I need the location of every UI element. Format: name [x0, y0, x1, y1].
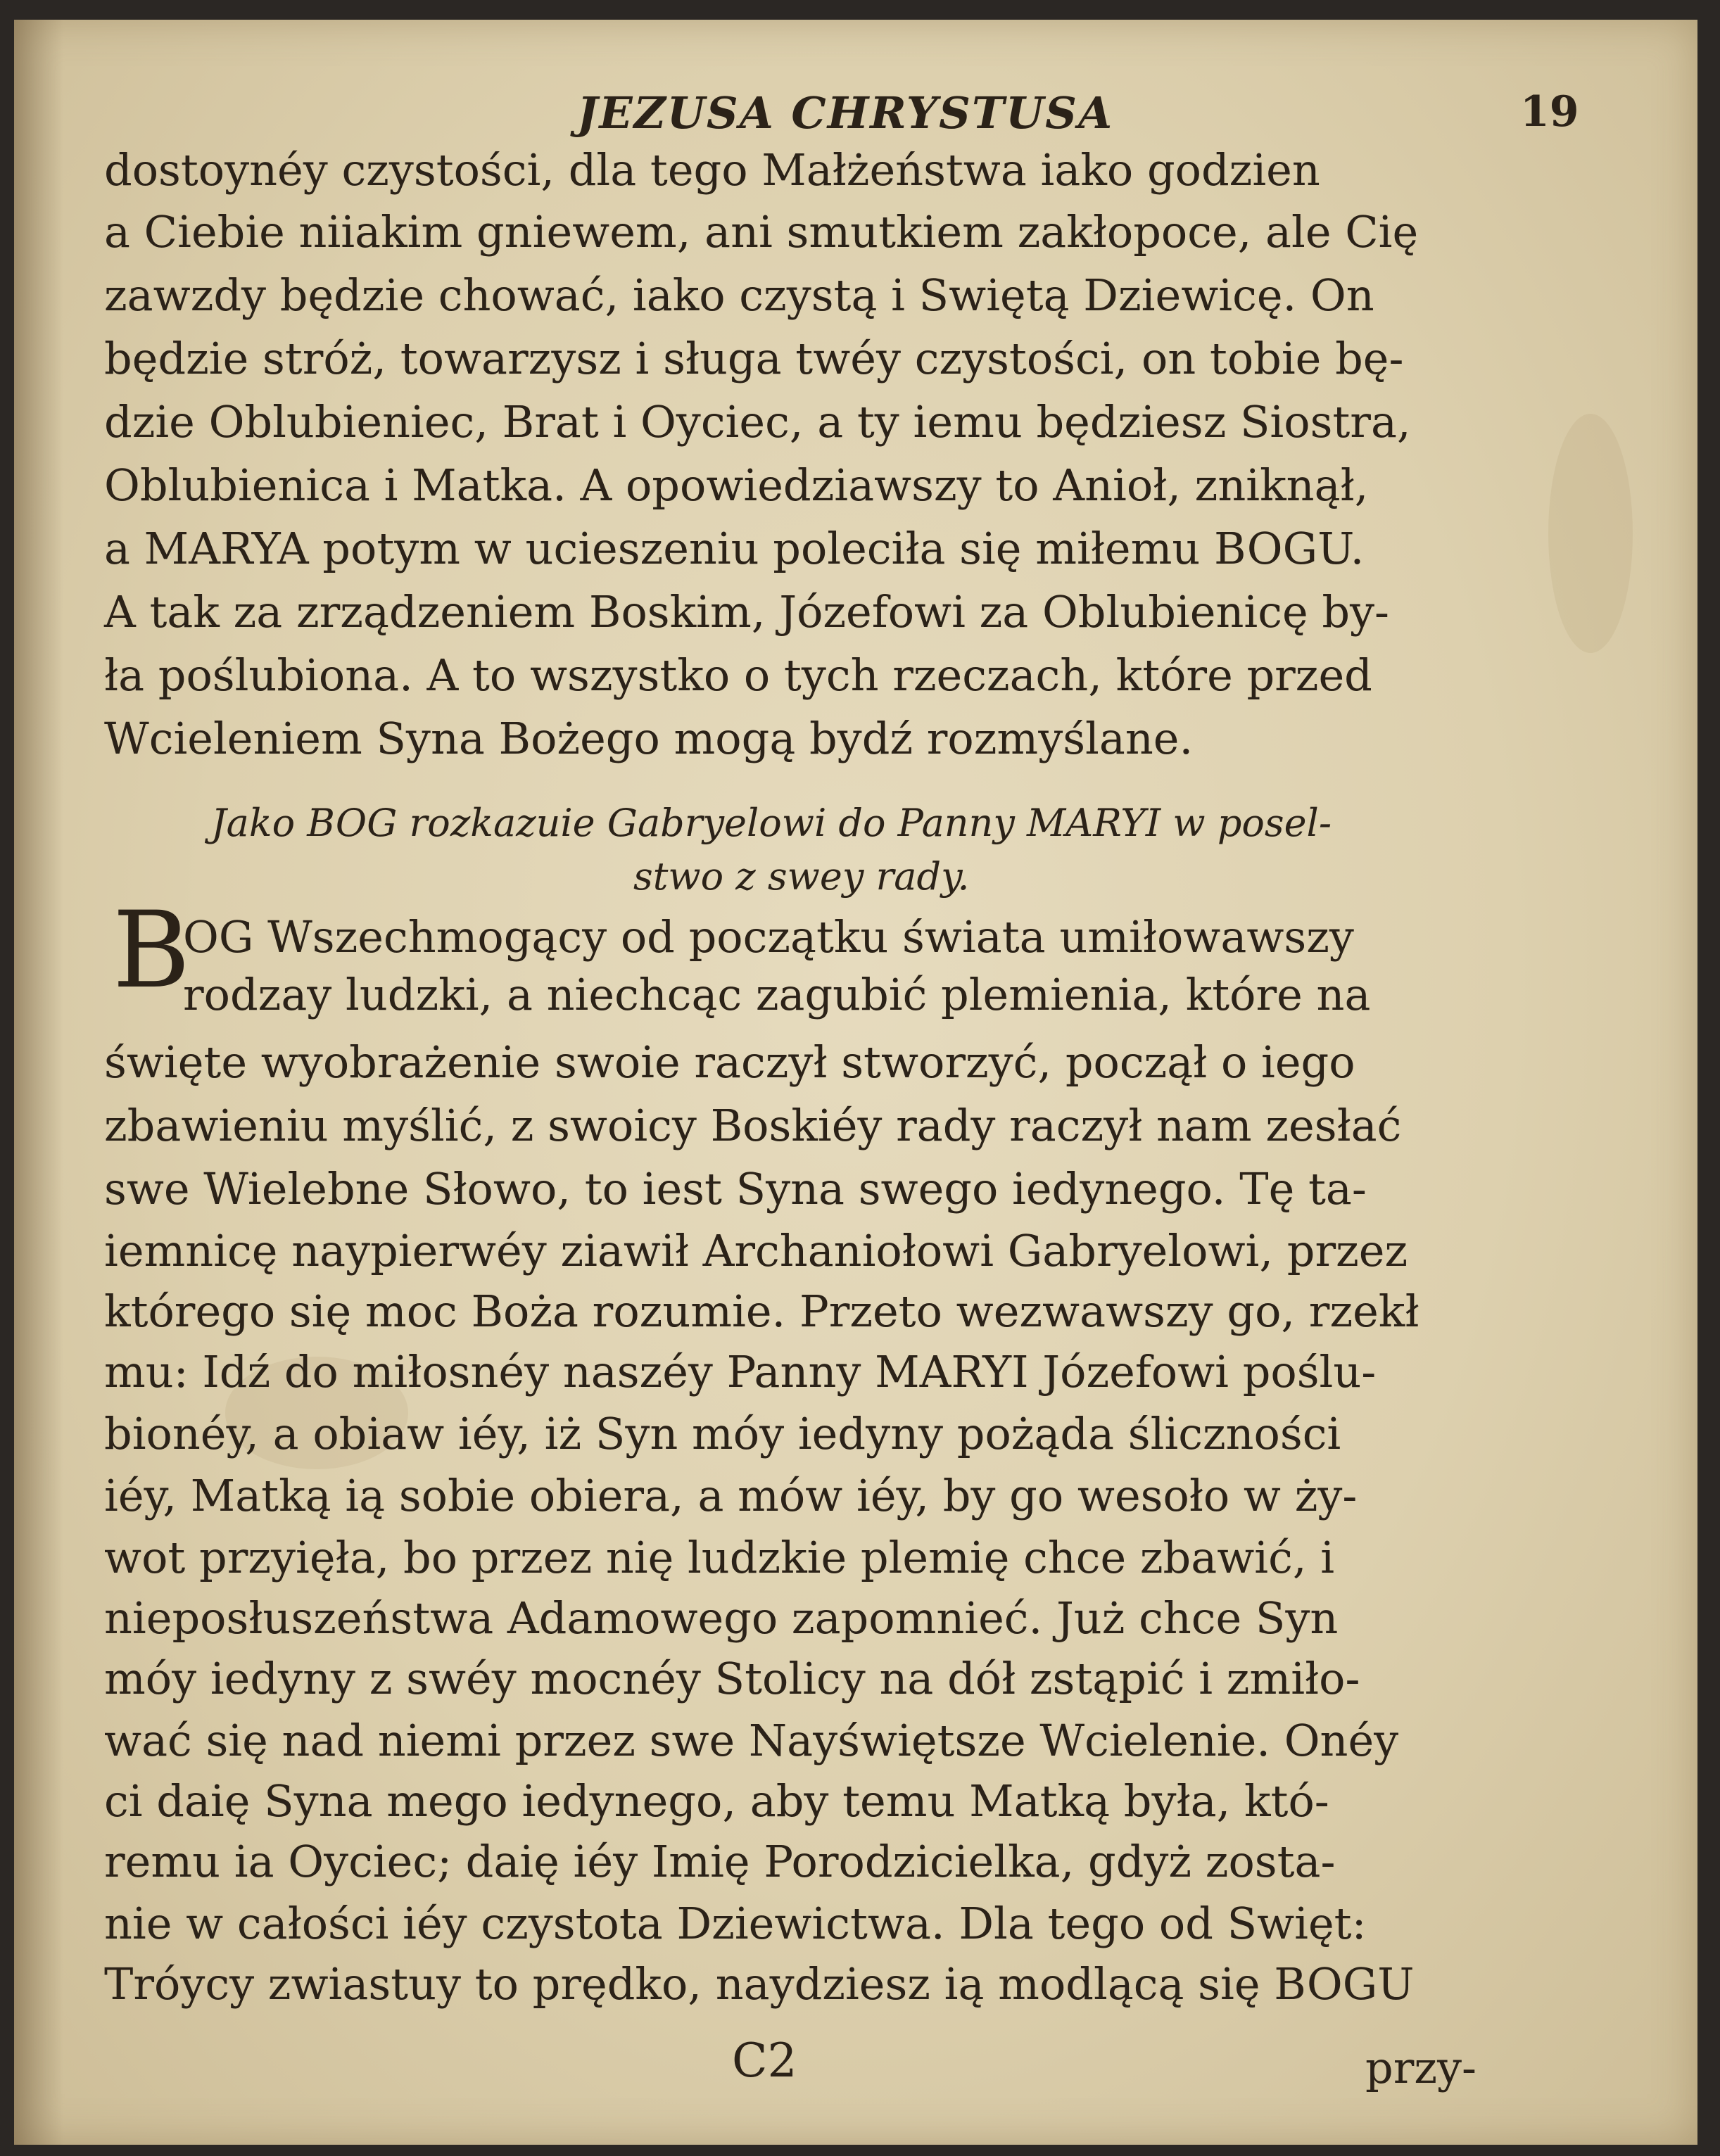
- text-line: iéy, Matką ią sobie obiera, a mów iéy, by go wesoło w ży-: [104, 1470, 1358, 1521]
- text-line: Wcieleniem Syna Bożego mogą bydź rozmyślane.: [104, 713, 1194, 764]
- running-title: JEZUSA CHRYSTUSA: [577, 87, 1114, 139]
- text-line: OG Wszechmogący od początku świata umiłowawszy: [183, 911, 1354, 963]
- text-line: mu: Idź do miłosnéy naszéy Panny MARYI Józefowi poślu-: [104, 1346, 1377, 1397]
- section-heading-line: Jako BOG rozkazuie Gabryelowi do Panny MARYI w posel-: [211, 801, 1332, 845]
- page-number: 19: [1520, 87, 1579, 137]
- text-line: będzie stróż, towarzysz i sługa twéy czystości, on tobie bę-: [104, 333, 1404, 384]
- text-line: dzie Oblubieniec, Brat i Oyciec, a ty iemu będziesz Siostra,: [104, 396, 1411, 448]
- text-line: remu ia Oyciec; daię iéy Imię Porodzicielka, gdyż zosta-: [104, 1836, 1336, 1887]
- text-line: ci daię Syna mego iedynego, aby temu Matką była, któ-: [104, 1775, 1329, 1827]
- text-line: bionéy, a obiaw iéy, iż Syn móy iedyny pożąda śliczności: [104, 1408, 1341, 1459]
- text-line: zbawieniu myślić, z swoicy Boskiéy rady raczył nam zesłać: [104, 1100, 1402, 1151]
- section-heading-line: stwo z swey rady.: [633, 854, 970, 899]
- text-line: którego się moc Boża rozumie. Przeto wezwawszy go, rzekł: [104, 1286, 1419, 1337]
- text-block: [14, 20, 1697, 2145]
- text-line: a MARYA potym w ucieszeniu poleciła się miłemu BOGU.: [104, 523, 1365, 574]
- text-line: A tak za zrządzeniem Boskim, Józefowi za Oblubienicę by-: [104, 586, 1390, 638]
- paper-page: [14, 20, 1697, 2145]
- text-line: nie w całości iéy czystota Dziewictwa. Dla tego od Swięt:: [104, 1898, 1367, 1949]
- text-line: rodzay ludzki, a niechcąc zagubić plemienia, które na: [183, 969, 1371, 1020]
- text-line: zawzdy będzie chować, iako czystą i Swiętą Dziewicę. On: [104, 270, 1374, 321]
- text-line: ła poślubiona. A to wszystko o tych rzeczach, które przed: [104, 649, 1372, 701]
- text-line: wot przyięła, bo przez nię ludzkie plemię chce zbawić, i: [104, 1532, 1335, 1583]
- text-line: iemnicę naypierwéy ziawił Archaniołowi Gabryelowi, przez: [104, 1225, 1408, 1276]
- catchword: przy-: [1365, 2042, 1476, 2093]
- text-line: a Ciebie niiakim gniewem, ani smutkiem zakłopoce, ale Cię: [104, 206, 1419, 258]
- drop-cap: B: [113, 889, 191, 1012]
- text-line: nieposłuszeństwa Adamowego zapomnieć. Już chce Syn: [104, 1592, 1339, 1644]
- text-line: swe Wielebne Słowo, to iest Syna swego iedynego. Tę ta-: [104, 1163, 1367, 1215]
- text-line: móy iedyny z swéy mocnéy Stolicy na dół zstąpić i zmiło-: [104, 1653, 1360, 1704]
- text-line: święte wyobrażenie swoie raczył stworzyć, począł o iego: [104, 1036, 1355, 1088]
- text-line: Oblubienica i Matka. A opowiedziawszy to Anioł, zniknął,: [104, 459, 1369, 511]
- text-line: wać się nad niemi przez swe Nayświętsze Wcielenie. Onéy: [104, 1715, 1399, 1766]
- text-line: dostoynéy czystości, dla tego Małżeństwa iako godzien: [104, 144, 1320, 196]
- signature-mark: C2: [732, 2034, 797, 2088]
- text-line: Tróycy zwiastuy to prędko, naydziesz ią modlącą się BOGU: [104, 1958, 1415, 2010]
